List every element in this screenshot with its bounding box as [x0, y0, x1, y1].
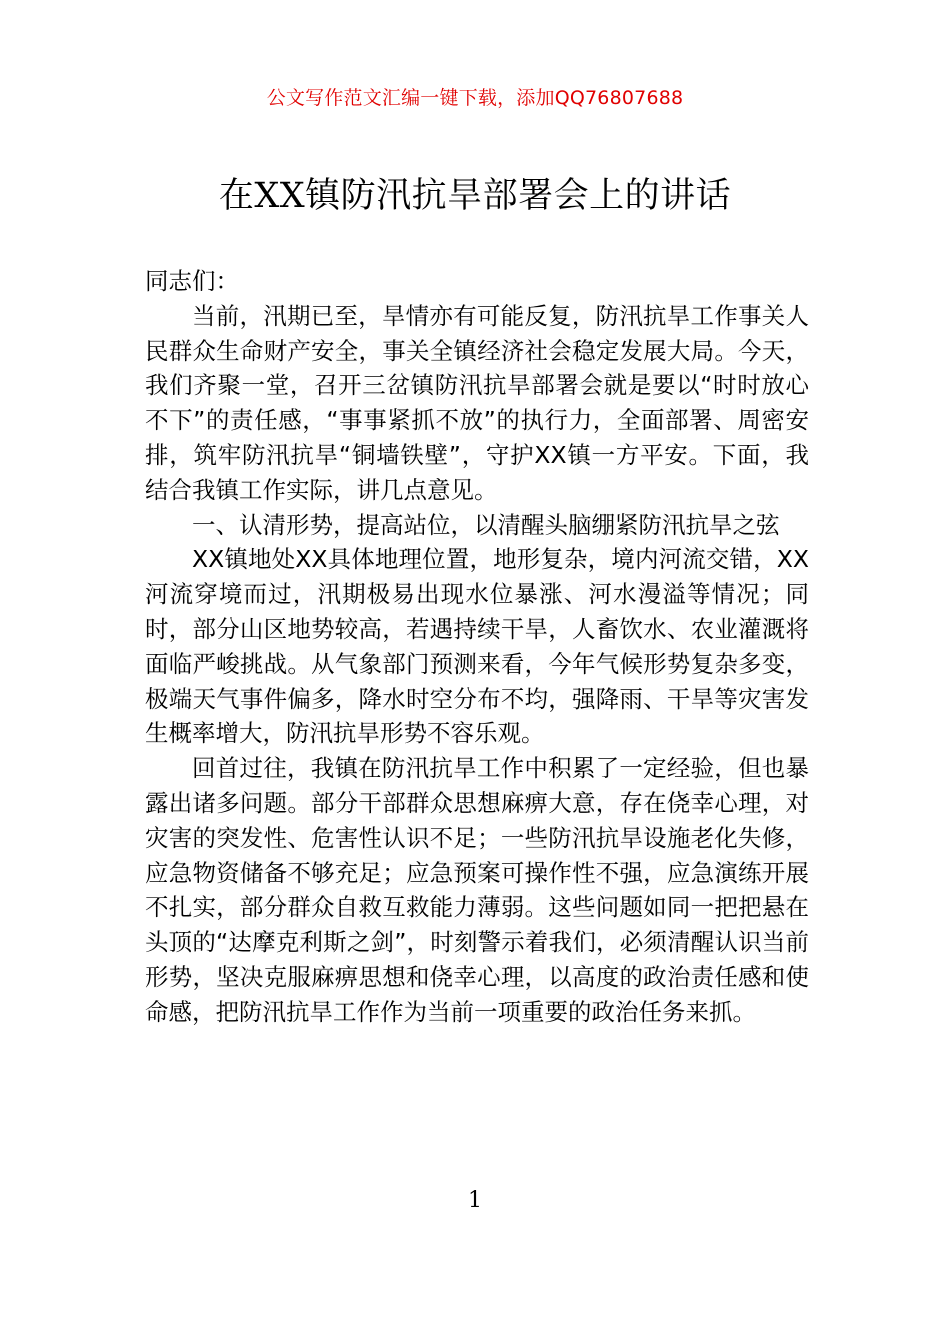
document-body [145, 264, 809, 1030]
paragraph-review: 回首过往，我镇在防汛抗旱工作中积累了一定经验，但也暴露出诸多问题。部分干部群众思想麻痹大意，存在侥幸心理，对灾害的突发性、危害性认识不足；一些防汛抗旱设施老化失修，应急物资储备不够充足；应急预案可操作性不强，应急演练开展不扎实，部分群众自救互救能力薄弱。这些问题如同一把把悬在头顶的“达摩克利斯之剑”，时刻警示着我们，必须清醒认识当前形势，坚决克服麻痹思想和侥幸心理，以高度的政治责任感和使命感，把防汛抗旱工作作为当前一项重要的政治任务来抓。 [145, 754, 809, 1026]
document-title: 在XX镇防汛抗旱部署会上的讲话 [218, 176, 732, 216]
section-heading-1: 一、认清形势，提高站位，以清醒头脑绷紧防汛抗旱之弦 [192, 510, 780, 539]
download-watermark: 公文写作范文汇编一键下载，添加QQ76807688 [266, 87, 684, 109]
paragraph-situation: XX镇地处XX具体地理位置，地形复杂，境内河流交错，XX河流穿境而过，汛期极易出现水位暴涨、河水漫溢等情况；同时，部分山区地势较高，若遇持续干旱，人畜饮水、农业灌溉将面临严峻挑战。从气象部门预测来看，今年气候形势复杂多变，极端天气事件偏多，降水时空分布不均，强降雨、干旱等灾害发生概率增大，防汛抗旱形势不容乐观。 [145, 545, 809, 748]
page-number: 1 [468, 1188, 482, 1213]
paragraph-intro: 当前，汛期已至，旱情亦有可能反复，防汛抗旱工作事关人民群众生命财产安全，事关全镇经济社会稳定发展大局。今天，我们齐聚一堂，召开三岔镇防汛抗旱部署会就是要以“时时放心不下”的责任感，“事事紧抓不放”的执行力，全面部署、周密安排，筑牢防汛抗旱“铜墙铁壁”，守护XX镇一方平安。下面，我结合我镇工作实际，讲几点意见。 [145, 301, 809, 504]
salutation: 同志们： [145, 267, 239, 295]
